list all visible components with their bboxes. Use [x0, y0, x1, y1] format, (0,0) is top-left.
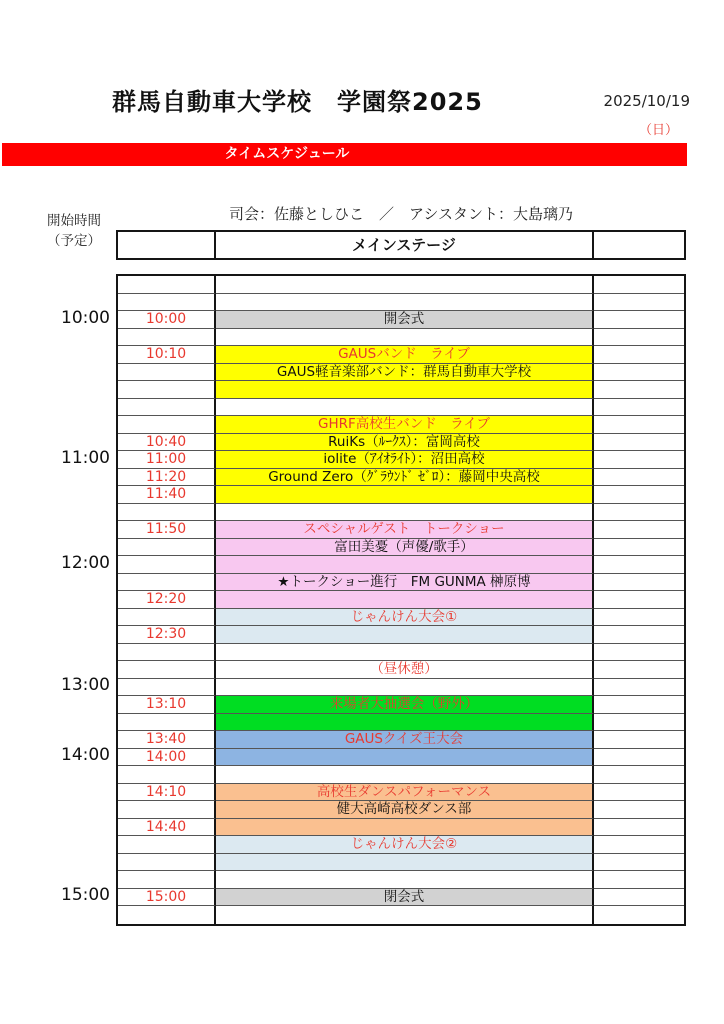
- time-cell: [118, 906, 216, 924]
- spare-cell: [594, 696, 684, 714]
- table-row: [118, 819, 684, 837]
- event-cell: 開会式: [216, 311, 594, 329]
- page-title: 群馬自動車大学校 学園祭2025: [112, 88, 483, 116]
- table-row: [118, 346, 684, 364]
- table-row: [118, 486, 684, 504]
- time-cell: 12:20: [118, 591, 216, 609]
- event-cell: [216, 294, 594, 312]
- time-cell: 10:10: [118, 346, 216, 364]
- event-cell: [216, 399, 594, 417]
- time-cell: [118, 854, 216, 872]
- event-cell: RuiKs（ﾙｰｸｽ）：富岡高校: [216, 434, 594, 452]
- spare-cell: [594, 539, 684, 557]
- table-row: [118, 539, 684, 557]
- event-cell: iolite（ｱｲｵﾗｲﾄ）：沼田高校: [216, 451, 594, 469]
- timeschedule-banner: [2, 143, 687, 166]
- table-row: [118, 679, 684, 697]
- event-cell: [216, 749, 594, 767]
- time-cell: [118, 679, 216, 697]
- time-cell: 11:00: [118, 451, 216, 469]
- table-row: [118, 906, 684, 924]
- event-cell: [216, 486, 594, 504]
- time-cell: [118, 766, 216, 784]
- table-row: [118, 556, 684, 574]
- spare-cell: [594, 381, 684, 399]
- table-row: [118, 661, 684, 679]
- start-time-label: [34, 211, 114, 252]
- spare-cell: [594, 469, 684, 487]
- event-cell: [216, 766, 594, 784]
- spare-cell: [594, 451, 684, 469]
- event-cell: 健大高崎高校ダンス部: [216, 801, 594, 819]
- schedule-table: [116, 274, 686, 926]
- table-row: [118, 871, 684, 889]
- stage-header-time-cell: [118, 232, 216, 258]
- event-cell: [216, 854, 594, 872]
- time-cell: 11:50: [118, 521, 216, 539]
- time-cell: [118, 399, 216, 417]
- time-cell: 12:30: [118, 626, 216, 644]
- event-cell: GAUSクイズ王大会: [216, 731, 594, 749]
- time-cell: [118, 661, 216, 679]
- start-time-label-line1: 開始時間: [47, 213, 101, 229]
- spare-cell: [594, 574, 684, 592]
- table-row: [118, 784, 684, 802]
- hour-marker: 13:00: [61, 675, 110, 696]
- hour-marker: 10:00: [61, 307, 110, 328]
- table-row: [118, 801, 684, 819]
- spare-cell: [594, 661, 684, 679]
- spare-cell: [594, 626, 684, 644]
- table-row: [118, 381, 684, 399]
- table-row: [118, 364, 684, 382]
- event-cell: 高校生ダンスパフォーマンス: [216, 784, 594, 802]
- spare-cell: [594, 731, 684, 749]
- spare-cell: [594, 416, 684, 434]
- time-cell: 15:00: [118, 889, 216, 907]
- table-row: [118, 626, 684, 644]
- event-cell: [216, 906, 594, 924]
- event-cell: じゃんけん大会②: [216, 836, 594, 854]
- timeschedule-banner-label: タイムスケジュール: [224, 146, 350, 162]
- time-cell: 13:40: [118, 731, 216, 749]
- time-cell: [118, 329, 216, 347]
- event-cell: GAUSバンド ライブ: [216, 346, 594, 364]
- event-cell: じゃんけん大会①: [216, 609, 594, 627]
- spare-cell: [594, 871, 684, 889]
- event-cell: [216, 679, 594, 697]
- event-cell: [216, 591, 594, 609]
- time-cell: [118, 644, 216, 662]
- table-row: [118, 889, 684, 907]
- table-row: [118, 644, 684, 662]
- event-cell: 富田美憂（声優/歌手）: [216, 539, 594, 557]
- spare-cell: [594, 766, 684, 784]
- table-row: [118, 731, 684, 749]
- spare-cell: [594, 889, 684, 907]
- table-row: [118, 521, 684, 539]
- time-cell: 13:10: [118, 696, 216, 714]
- spare-cell: [594, 854, 684, 872]
- event-cell: [216, 276, 594, 294]
- table-row: [118, 434, 684, 452]
- event-cell: [216, 626, 594, 644]
- time-cell: [118, 836, 216, 854]
- spare-cell: [594, 434, 684, 452]
- spare-cell: [594, 311, 684, 329]
- table-row: [118, 416, 684, 434]
- time-cell: [118, 416, 216, 434]
- spare-cell: [594, 801, 684, 819]
- table-row: [118, 329, 684, 347]
- table-row: [118, 591, 684, 609]
- event-cell: GAUS軽音楽部バンド：群馬自動車大学校: [216, 364, 594, 382]
- table-row: [118, 276, 684, 294]
- time-cell: [118, 714, 216, 732]
- time-cell: 10:00: [118, 311, 216, 329]
- event-cell: [216, 329, 594, 347]
- table-row: [118, 714, 684, 732]
- event-cell: （昼休憩）: [216, 661, 594, 679]
- event-cell: [216, 819, 594, 837]
- time-cell: [118, 871, 216, 889]
- time-cell: [118, 364, 216, 382]
- event-cell: [216, 714, 594, 732]
- time-cell: 14:10: [118, 784, 216, 802]
- time-cell: [118, 609, 216, 627]
- table-row: [118, 294, 684, 312]
- event-date: 2025/10/19: [603, 92, 690, 110]
- spare-cell: [594, 364, 684, 382]
- spare-cell: [594, 591, 684, 609]
- time-cell: 14:00: [118, 749, 216, 767]
- spare-cell: [594, 486, 684, 504]
- mc-line: 司会：佐藤としひこ ／ アシスタント：大島璃乃: [229, 205, 573, 223]
- table-row: [118, 696, 684, 714]
- spare-cell: [594, 346, 684, 364]
- event-cell: [216, 556, 594, 574]
- event-cell: [216, 504, 594, 522]
- spare-cell: [594, 504, 684, 522]
- stage-header-row: [116, 230, 686, 260]
- time-cell: [118, 574, 216, 592]
- event-cell: 来場者大抽選会（野外）: [216, 696, 594, 714]
- event-cell: [216, 644, 594, 662]
- spare-cell: [594, 294, 684, 312]
- stage-header-label: メインステージ: [216, 232, 594, 258]
- table-row: [118, 854, 684, 872]
- event-cell: スペシャルゲスト トークショー: [216, 521, 594, 539]
- spare-cell: [594, 399, 684, 417]
- table-row: [118, 311, 684, 329]
- time-cell: [118, 276, 216, 294]
- event-day: （日）: [638, 123, 678, 138]
- table-row: [118, 469, 684, 487]
- table-row: [118, 574, 684, 592]
- time-cell: 11:20: [118, 469, 216, 487]
- time-cell: [118, 539, 216, 557]
- event-cell: 閉会式: [216, 889, 594, 907]
- time-cell: [118, 504, 216, 522]
- spare-cell: [594, 329, 684, 347]
- hour-marker: 14:00: [61, 745, 110, 766]
- table-row: [118, 609, 684, 627]
- time-cell: 10:40: [118, 434, 216, 452]
- spare-cell: [594, 819, 684, 837]
- spare-cell: [594, 556, 684, 574]
- spare-cell: [594, 276, 684, 294]
- stage-header-spare-cell: [594, 232, 684, 258]
- table-row: [118, 836, 684, 854]
- hour-marker: 15:00: [61, 885, 110, 906]
- time-cell: 11:40: [118, 486, 216, 504]
- time-cell: [118, 801, 216, 819]
- spare-cell: [594, 679, 684, 697]
- time-cell: 14:40: [118, 819, 216, 837]
- event-cell: [216, 871, 594, 889]
- event-cell: GHRF高校生バンド ライブ: [216, 416, 594, 434]
- start-time-label-line2: （予定）: [47, 233, 101, 250]
- time-cell: [118, 381, 216, 399]
- hour-marker: 11:00: [61, 447, 110, 468]
- spare-cell: [594, 714, 684, 732]
- time-cell: [118, 294, 216, 312]
- table-row: [118, 451, 684, 469]
- event-cell: ★トークショー進行 FM GUNMA 榊原博: [216, 574, 594, 592]
- spare-cell: [594, 749, 684, 767]
- spare-cell: [594, 836, 684, 854]
- time-cell: [118, 556, 216, 574]
- spare-cell: [594, 784, 684, 802]
- table-row: [118, 504, 684, 522]
- table-row: [118, 749, 684, 767]
- spare-cell: [594, 521, 684, 539]
- spare-cell: [594, 609, 684, 627]
- hour-marker: 12:00: [61, 552, 110, 573]
- table-row: [118, 399, 684, 417]
- table-row: [118, 766, 684, 784]
- spare-cell: [594, 906, 684, 924]
- event-cell: [216, 381, 594, 399]
- spare-cell: [594, 644, 684, 662]
- event-cell: Ground Zero（ｸﾞﾗｳﾝﾄﾞ ｾﾞﾛ）：藤岡中央高校: [216, 469, 594, 487]
